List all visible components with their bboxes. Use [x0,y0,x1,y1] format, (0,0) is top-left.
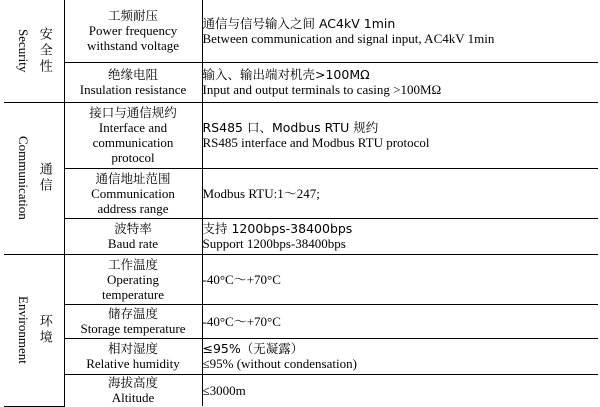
value-en: Between communication and signal input, AC4kV 1min [202,30,495,46]
param-name-en: Operating [107,271,159,287]
value-zh: -40°C～+70°C [202,271,281,287]
category-label-zh: 安全性 [36,26,52,75]
value-cell [202,304,598,338]
value-cell [202,168,598,218]
value-zh: -40°C～+70°C [202,313,281,329]
param-cell [64,218,202,254]
value-en: ≤95% (without condensation) [202,356,357,371]
value-cell [202,338,598,374]
param-cell [64,62,202,102]
param-name-en: Storage temperature [80,321,186,336]
category-communication [4,102,64,254]
param-name-en: Relative humidity [86,356,180,371]
param-name-zh: 储存温度 [107,306,158,321]
param-name-en: communication [92,135,174,150]
param-name-zh: 通信地址范围 [95,170,171,186]
param-cell [64,0,202,62]
param-name-en: Communication [91,185,175,201]
table-row [4,0,598,62]
category-environment [4,254,64,406]
value-zh: Modbus RTU:1～247; [202,185,320,201]
value-cell [202,0,598,62]
value-cell [202,254,598,304]
category-label-en: Communication [15,136,31,220]
table-row [4,102,598,168]
param-name-zh: 相对湿度 [107,341,158,356]
param-cell [64,254,202,304]
value-cell [202,102,598,168]
table-row [4,168,598,218]
table-row [4,218,598,254]
param-name-en: temperature [101,286,165,302]
param-name-en: protocol [111,150,155,165]
spec-table [4,0,598,407]
param-cell [64,304,202,338]
value-zh: 输入、输出端对机壳>100MΩ [202,67,370,82]
value-zh: ≤3000m [202,382,246,398]
category-label-zh: 通信 [36,162,52,194]
category-label-zh: 环境 [36,314,52,346]
param-name-en: Interface and [98,120,168,135]
param-name-zh: 波特率 [114,221,152,236]
value-zh: RS485 口、Modbus RTU 规约 [202,120,379,135]
table-row [4,304,598,338]
param-cell [64,338,202,374]
param-name-en: Power frequency [88,23,178,39]
param-name-zh: 绝缘电阻 [107,67,158,82]
value-zh: 通信与信号输入之间 AC4kV 1min [202,15,396,31]
value-en: RS485 interface and Modbus RTU protocol [202,135,430,150]
category-label-en: Environment [15,296,31,364]
param-name-zh: 工作温度 [107,256,158,272]
param-name-zh: 海拔高度 [107,375,158,391]
table-row [4,374,598,406]
param-cell [64,374,202,406]
param-name-en: Baud rate [107,236,159,251]
value-cell [202,374,598,406]
table-row [4,338,598,374]
param-name-en: Insulation resistance [79,82,187,97]
table-row [4,62,598,102]
table-row [4,254,598,304]
value-zh: 支持 1200bps-38400bps [202,221,353,236]
value-cell [202,62,598,102]
param-cell [64,102,202,168]
param-name-en: withstand voltage [86,38,180,54]
param-name-zh: 接口与通信规约 [89,105,177,120]
param-name-en: address range [97,200,169,216]
category-label-en: Security [15,29,31,73]
param-name-zh: 工频耐压 [107,8,158,24]
param-name-en: Altitude [111,390,155,406]
value-en: Support 1200bps-38400bps [202,236,346,251]
value-zh: ≤95%（无凝露） [202,341,304,356]
category-security [4,0,64,102]
value-cell [202,218,598,254]
param-cell [64,168,202,218]
value-en: Input and output terminals to casing >100MΩ [202,82,442,97]
